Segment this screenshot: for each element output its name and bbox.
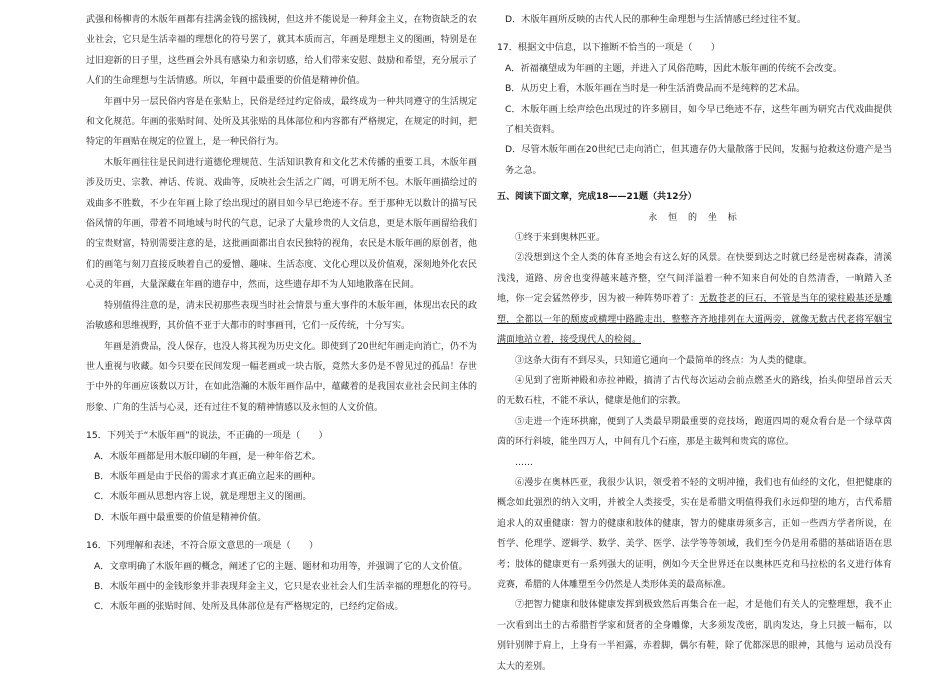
essay-paragraph-4: ④见到了密斯神殿和赤拉神殿，搞清了古代每次运动会前点燃圣火的路线，抬头仰望昂首云天的无数石柱，不能不承认，健康是他们的宗教。	[497, 375, 892, 407]
passage-paragraph-4: 特别值得注意的是，清末民初那些表现当时社会情景与重大事件的木版年画，体现出农民的政治敏感和思维视野，其价值不亚于大都市的时事画刊，它们一反传统，十分写实。	[86, 300, 477, 332]
question-17-option-c: C．木版年画上绘声绘色出现过的许多剧目，如今早已绝迹不存，这些年画为研究古代戏曲提供了相关资料。	[505, 103, 892, 136]
question-17-option-b: B．从历史上看，木版年画在当时是一种生活消费品而不是纯粹的艺术品。	[505, 83, 806, 95]
question-16-continued	[497, 10, 892, 30]
essay-paragraph-6: ⑥漫步在奥林匹亚，我很少认识，领受着不轻的文明冲撞，我们也有仙经的文化，但把健康的概念如此强烈的纳入文明，并被全人类接受，实在是希腊文明值得我们永远仰望的地方，古代希腊追求人的双重健康：智力的健康和肢体的健康，智力的健康毋须多言，正如一些西方学者所说，在哲学、伦理学、逻辑学、数学、美学、医学、法学等等领域，我们至今仍是用希腊的基础语语在思考；肢体的健康更有一系列强大的证明，例如今天全世界还在以奥林匹克和马拉松的名义进行体育竞赛，希腊的人体雕塑至今仍然是人类形体美的最高标准。	[497, 477, 892, 590]
question-17-option-d: D．尽管木版年画在20世纪已走向消亡，但其遗存仍大量散落于民间，发掘与抢救这份遗产是当务之急。	[505, 144, 892, 176]
question-16-stem: 16．下列理解和表述，不符合原文意思的一项是（ ）	[86, 540, 319, 552]
passage-paragraph-1: 武强和杨柳青的木版年画都有挂满金钱的摇钱树，但这并不能说是一种拜金主义，在物资缺乏的农业社会，它只是生活幸福的理想化的符号罢了，就其本质而言，年画是理想主义的图画，特别是在过旧迎新的日子里，这些画会外具有感染力和亲切感，给人们带来安慰、鼓励和希望，充分展示了人们的生命理想与生活情感。所以，年画中最重要的价值是精神价值。	[86, 15, 477, 87]
question-15-option-a: A．木版年画都是用木版印刷的年画，是一种年俗艺术。	[94, 450, 321, 462]
question-15-option-c: C．木版年画从思想内容上说，就是理想主义的图画。	[94, 491, 312, 503]
essay-paragraph-2-text: ②没想到这个全人类的体育圣地会有这么好的风景。在快要到达之时就已经是密树森森，清溪浅浅，道路、房舍也变得越来越齐整，空气间洋溢着一种不知来自何处的自然清香，一晌踏入圣地，你一定会猛然停步，因为被一种阵势吓着了：	[497, 253, 892, 305]
section-heading: 五、阅读下面文章，完成18——21题（共12分）	[497, 192, 697, 203]
question-17	[497, 38, 892, 181]
essay-paragraph-2-underlined: 无数苍老的巨石，不管是当年的梁柱殿基还是雕塑，全都以一年的颓废或横埋中路跪走出，整整齐齐地排列在大道两旁，就像无数古代老将军姻宝满面地站立着，接受现代人的检阅。	[497, 294, 892, 346]
left-column	[86, 10, 477, 618]
passage-paragraph-3: 木版年画往往是民间进行道德伦理规范、生活知识教育和文化艺术传播的重要工具，木版年画涉及历史、宗教、神话、传说、戏曲等，反映社会生活之广阔，可谓无所不包。木版年画描绘过的戏曲多不胜数，不少在年画上除了绘出现过的剧目如今早已绝迹不存。至于那种无以数计的描写民俗风情的年画，带着不同地域与时代的气息，记录了大量珍贵的人文信息，更是木版年画留给我们的宝贵财富，特别需要注意的是，这批画面都出自农民独特的视角，农民是木版年画的原创者，他们的画笔与刻刀直接反映着自己的爱憎、趣味、生活态度、文化心理以及价值观，深刻地外化农民心灵的年画，大量深藏在年画的遗存中，然而，这些遗存却不为人知地散落在民间。	[86, 157, 477, 291]
essay-paragraph-1: ①终于来到奥林匹亚。	[515, 233, 606, 244]
question-17-stem: 17．根据文中信息，以下推断不恰当的一项是（ ）	[497, 42, 721, 54]
right-column	[497, 10, 892, 677]
essay-ellipsis: ……	[515, 457, 533, 468]
essay-paragraph-2	[497, 248, 892, 350]
question-15	[86, 426, 477, 528]
question-15-option-d: D．木版年画中最重要的价值是精神价值。	[94, 511, 267, 523]
essay-paragraph-7: ⑦把智力健康和肢体健康发挥到极致然后再集合在一起，才是他们有关人的完整理想，我不止一次看到出土的古希腊哲学家和贤者的全身雕像，大多须发茂密，肌肉发达，身上只披一幅布，以别针别牌于肩上，上身有一半袒露，赤着脚，偶尔有鞋，除了优都深思的眼神，其他与 运动员没有太大的差别。	[497, 600, 892, 672]
question-17-option-a: A．祈福禳望成为年画的主题，并进入了风俗范畴，因此木版年画的传统不会改变。	[505, 62, 843, 74]
question-16-option-d: D．木版年画所反映的古代人民的那种生命理想与生活情感已经过往不复。	[505, 14, 807, 25]
essay-title: 永 恒 的 坐 标	[648, 212, 741, 223]
question-16-option-b: B．木版年画中的金钱形象并非表现拜金主义，它只是农业社会人们生活幸福的理想化的符号。	[94, 580, 477, 592]
question-15-stem: 15．下列关于“木版年画”的说法，不正确的一项是（ ）	[86, 430, 328, 442]
question-16-option-a: A．文章明确了木版年画的概念，阐述了它的主题、题材和功用等，并强调了它的人文价值。	[94, 560, 468, 572]
question-15-option-b: B．木版年画是由于民俗的需求才真正确立起来的画种。	[94, 470, 321, 482]
passage-paragraph-2: 年画中另一层民俗内容是在张贴上，民俗是经过约定俗成，最终成为一种共同遵守的生活规定和文化规范。年画的张贴时间、处所及其张贴的具体部位和内容都有严格规定，在规定的时间，把特定的年画贴在规定的位置上，是一种民俗行为。	[86, 96, 477, 148]
essay-paragraph-5: ⑤走进一个连环拱廊，便到了人类最早期最重要的竞技场，跑道四周的观众看台是一个绿草茵茵的环行斜坡，能坐四万人，中间有几个石座，那是主裁判和贵宾的席位。	[497, 416, 892, 448]
question-16-option-c: C．木版年画的张贴时间、处所及具体部位是有严格规定的，已经约定俗成。	[94, 601, 404, 613]
question-16	[86, 536, 477, 618]
passage-paragraph-5: 年画是消费品，没人保存，也没人将其视为历史文化。即使到了20世纪年画走向消亡，仍不为世人重视与收藏。如今只要在民间发现一幅老画或一块古版，竟然大多仍是不曾见过的孤品！存世于中外的年画应该数以万计，在如此浩瀚的木版年画作品中，蕴藏着的是我国农业社会民间主体的形象、广角的生活与心灵，还有过往不复的精神情感以及永恒的人文价值。	[86, 341, 477, 413]
essay-paragraph-3: ③这条大街有不到尽头，只知道它通向一个最简单的终点：为人类的健康。	[515, 355, 813, 366]
